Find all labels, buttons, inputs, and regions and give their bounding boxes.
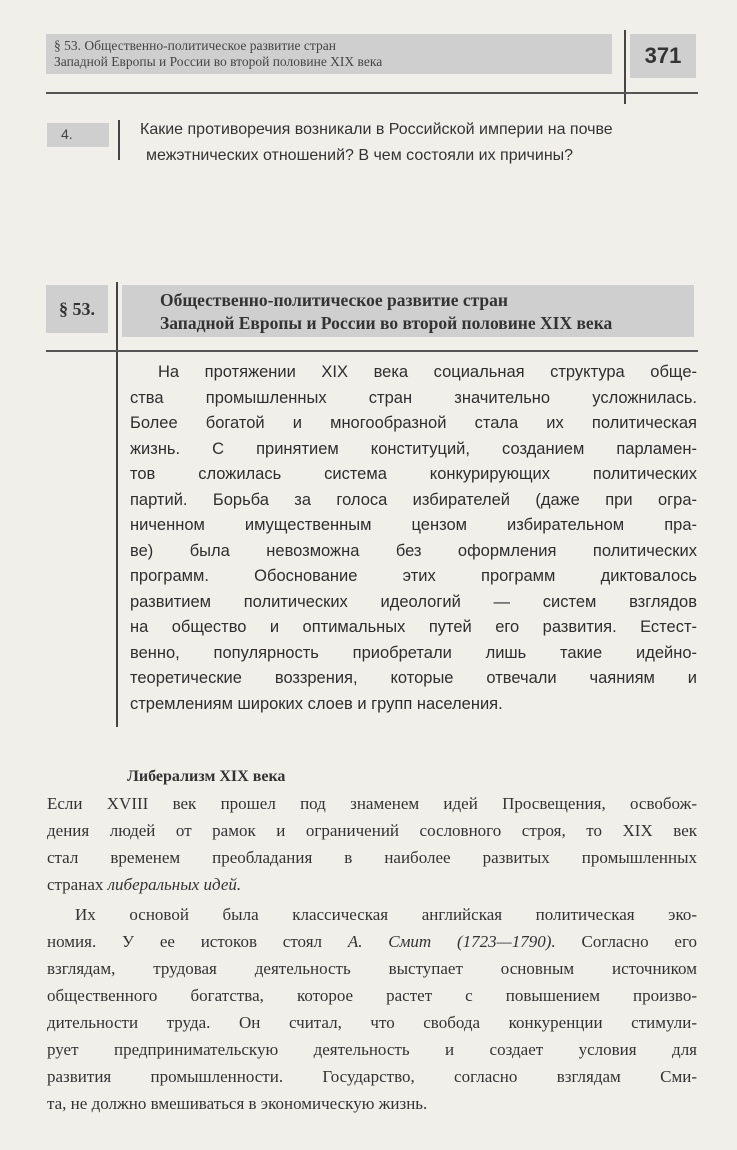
- paragraph-line: стал временем преобладания в наиболее развитых промышленных: [47, 848, 697, 867]
- intro-line: венно, популярность приобретали лишь такие идейно-: [130, 643, 697, 662]
- intro-line: теоретические воззрения, которые отвечали чаяниям и: [130, 669, 697, 687]
- section-divider-horizontal: [46, 350, 698, 352]
- text-run: номия. У ее истоков стоял: [47, 932, 348, 951]
- running-title-line1: § 53. Общественно-политическое развитие стран: [54, 38, 336, 53]
- question-line1: Какие противоречия возникали в Российской империи на почве: [140, 121, 613, 138]
- paragraph-line: общественного богатства, которое растет с повышением произво-: [47, 986, 697, 1005]
- section-intro: [130, 360, 697, 717]
- intro-line: программ. Обоснование этих программ диктовалось: [130, 567, 697, 585]
- paragraph-2: [47, 901, 697, 1117]
- question-number: 4.: [47, 123, 109, 147]
- header-divider-horizontal: [46, 92, 698, 94]
- paragraph-line: рует предпринимательскую деятельность и создает условия для: [47, 1040, 697, 1059]
- intro-line: на общество и оптимальных путей его развития. Естест-: [130, 618, 697, 636]
- section-title-line2: Западной Европы и России во второй половине XIX века: [160, 313, 613, 333]
- paragraph-line: та, не должно вмешиваться в экономическую жизнь.: [47, 1094, 428, 1113]
- paragraph-line: Если XVIII век прошел под знаменем идей Просвещения, освобож-: [47, 794, 697, 813]
- paragraph-line: [47, 871, 697, 898]
- paragraph-line: взглядам, трудовая деятельность выступает основным источником: [47, 959, 697, 978]
- text-run: странах: [47, 875, 108, 894]
- section-title: [122, 285, 694, 337]
- question-divider: [118, 120, 120, 160]
- intro-line: партий. Борьба за голоса избирателей (даже при огра-: [130, 490, 697, 509]
- running-title-line2: Западной Европы и России во второй половине XIX века: [54, 54, 383, 69]
- question-line2: межэтнических отношений? В чем состояли их причины?: [146, 147, 574, 164]
- intro-line: Более богатой и многообразной стала их политическая: [130, 414, 697, 432]
- intro-line: На протяжении XIX века социальная структура обще-: [158, 363, 697, 381]
- intro-line: ства промышленных стран значительно усложнилась.: [130, 388, 697, 407]
- running-header: [46, 34, 612, 74]
- subsection-title: Либерализм XIX века: [127, 768, 286, 785]
- page-number: 371: [630, 34, 696, 78]
- intro-line: стремлениям широких слоев и групп населения.: [130, 694, 503, 713]
- section-title-line1: Общественно-политическое развитие стран: [160, 290, 509, 310]
- intro-line: тов сложилась система конкурирующих политических: [130, 465, 697, 483]
- section-divider-vertical: [116, 282, 118, 727]
- paragraph-line: Их основой была классическая английская политическая эко-: [75, 905, 697, 924]
- italic-term: либеральных идей.: [107, 875, 242, 894]
- paragraph-1: [47, 790, 697, 898]
- italic-name: А. Смит (1723—1790).: [347, 932, 556, 951]
- intro-line: ве) была невозможна без оформления политических: [130, 541, 697, 560]
- question-text: [140, 117, 700, 169]
- intro-line: развитием политических идеологий — систем взглядов: [130, 592, 697, 611]
- text-run: Согласно его: [555, 932, 698, 951]
- paragraph-line: развития промышленности. Государство, согласно взглядам Сми-: [47, 1067, 697, 1086]
- section-number: § 53.: [46, 285, 108, 333]
- paragraph-line: [47, 928, 697, 955]
- intro-line: ниченном имущественным цензом избирательном пра-: [130, 516, 697, 534]
- intro-line: жизнь. С принятием конституций, созданием парламен-: [130, 439, 697, 458]
- paragraph-line: дения людей от рамок и ограничений сословного строя, то XIX век: [47, 821, 697, 840]
- paragraph-line: дительности труда. Он считал, что свобода конкуренции стимули-: [47, 1013, 697, 1032]
